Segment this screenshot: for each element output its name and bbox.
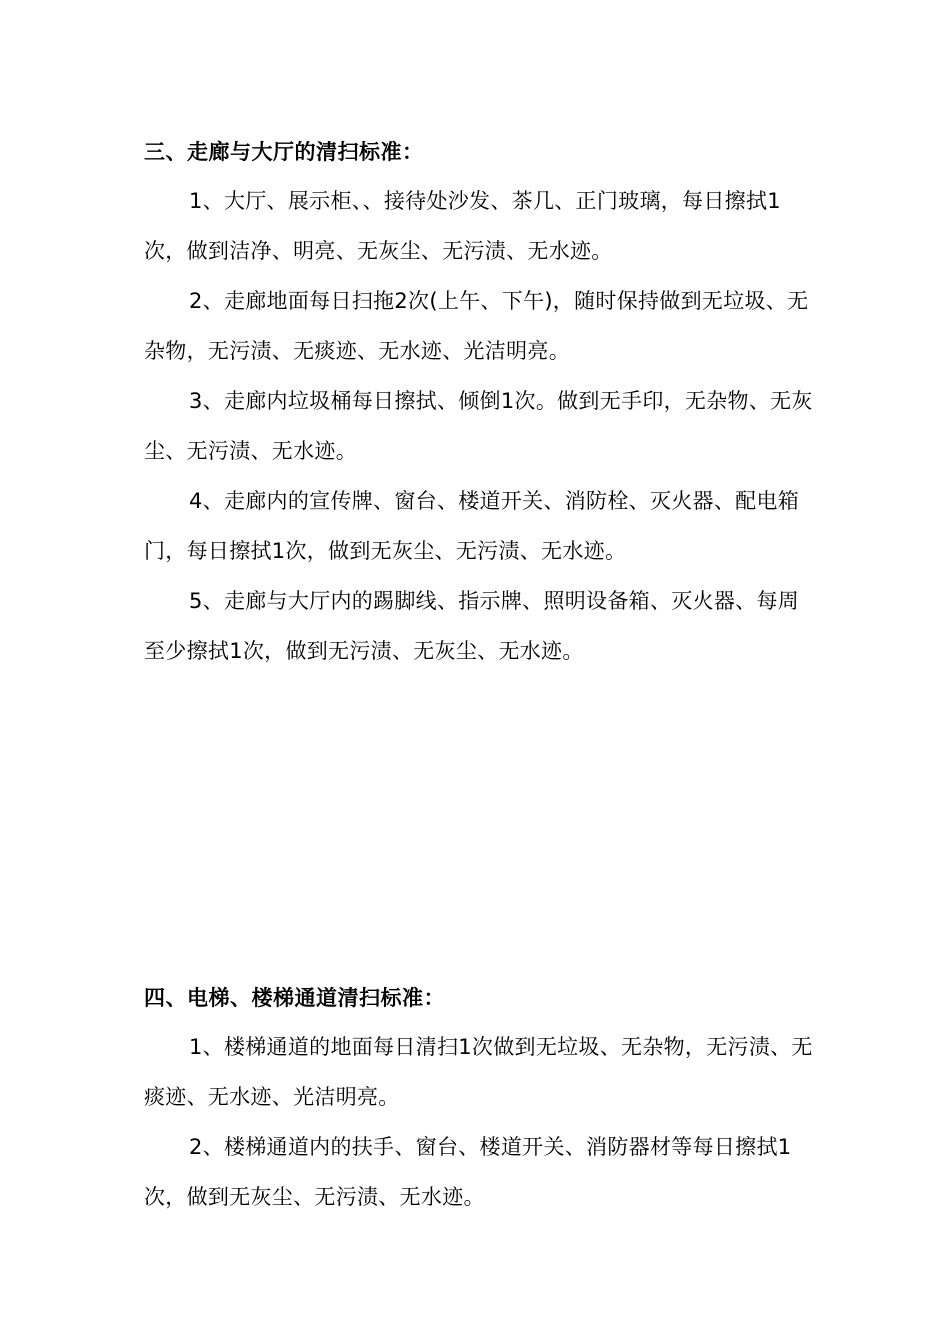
list-item: 1、大厅、展示柜、、接待处沙发、茶几、正门玻璃，每日擦拭1次，做到洁净、明亮、无灰尘、无污渍、无水迹。: [144, 189, 781, 263]
section-heading: 三、走廊与大厅的清扫标准：: [144, 140, 424, 164]
list-item: 4、走廊内的宣传牌、窗台、楼道开关、消防栓、灭火器、配电箱门，每日擦拭1次，做到无灰尘、无污渍、无水迹。: [144, 489, 800, 563]
list-item: 5、走廊与大厅内的踢脚线、指示牌、照明设备箱、灭火器、每周至少擦拭1次，做到无污渍、无灰尘、无水迹。: [144, 589, 800, 663]
list-item: 3、走廊内垃圾桶每日擦拭、倾倒1次。做到无手印，无杂物、无灰尘、无污渍、无水迹。: [144, 389, 813, 463]
list-item: 2、走廊地面每日扫拖2次(上午、下午)，随时保持做到无垃圾、无杂物，无污渍、无痰迹、无水迹、光洁明亮。: [144, 289, 809, 363]
section-elevator-stairs: [144, 974, 816, 1222]
section-heading: 四、电梯、楼梯通道清扫标准：: [144, 986, 445, 1010]
list-item: 1、楼梯通道的地面每日清扫1次做到无垃圾、无杂物，无污渍、无痰迹、无水迹、光洁明亮。: [144, 1035, 813, 1109]
section-corridor-hall: [144, 128, 816, 676]
list-item: 2、楼梯通道内的扶手、窗台、楼道开关、消防器材等每日擦拭1次，做到无灰尘、无污渍、无水迹。: [144, 1135, 792, 1209]
